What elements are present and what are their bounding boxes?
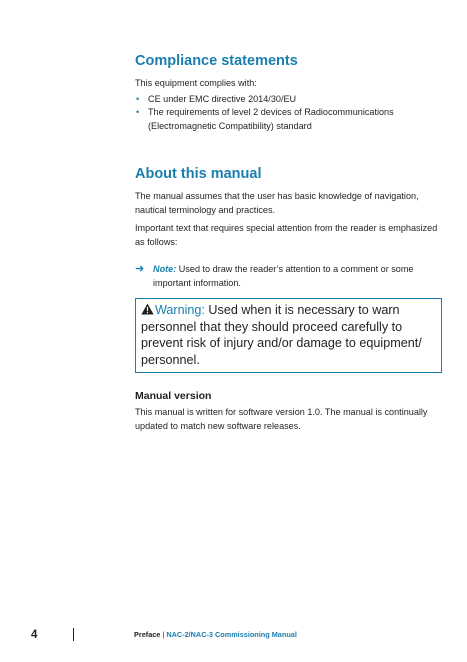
- footer-section: Preface: [134, 630, 161, 639]
- about-section: [135, 165, 445, 373]
- note-text: Used to draw the reader’s attention to a comment or some important information.: [153, 264, 414, 288]
- bullet-icon: •: [136, 93, 140, 104]
- note-label: Note:: [153, 264, 177, 274]
- footer-divider: [73, 628, 74, 641]
- page-number: 4: [31, 629, 38, 641]
- note-callout: [135, 263, 445, 290]
- page-content: [135, 48, 445, 438]
- compliance-intro: This equipment complies with:: [135, 78, 257, 88]
- compliance-heading: Compliance statements: [135, 53, 298, 69]
- manual-version-section: [135, 389, 445, 433]
- list-item: [135, 93, 445, 107]
- footer-separator: |: [160, 630, 167, 639]
- compliance-list: [135, 93, 445, 134]
- about-heading: About this manual: [135, 166, 262, 182]
- bullet-icon: •: [136, 107, 140, 117]
- footer-running-title: [134, 630, 297, 640]
- about-paragraph: The manual assumes that the user has basic knowledge of navigation, nautical terminology and practices.: [135, 191, 419, 215]
- page-footer: [0, 628, 467, 644]
- arrow-right-icon: ➜: [135, 263, 145, 275]
- about-paragraph: Important text that requires special attention from the reader is emphasized as follows:: [135, 223, 438, 247]
- warning-label: Warning:: [155, 303, 205, 317]
- compliance-item-text: The requirements of level 2 devices of Radiocommunications (Electromagnetic Compatibility) standard: [148, 107, 394, 131]
- warning-callout: [135, 298, 442, 373]
- manual-version-heading: Manual version: [135, 390, 212, 402]
- footer-manual-title: NAC-2/NAC-3 Commissioning Manual: [166, 630, 297, 639]
- list-item: [135, 106, 445, 133]
- warning-triangle-icon: [141, 303, 154, 315]
- compliance-item-text: CE under EMC directive 2014/30/EU: [148, 93, 297, 104]
- compliance-section: [135, 52, 445, 133]
- manual-version-text: This manual is written for software version 1.0. The manual is continually updated to match new software releases.: [135, 407, 428, 431]
- warning-text: Used when it is necessary to warn personnel that they should proceed carefully to prevent risk of injury and/or damage to equipment/ personnel.: [141, 303, 422, 367]
